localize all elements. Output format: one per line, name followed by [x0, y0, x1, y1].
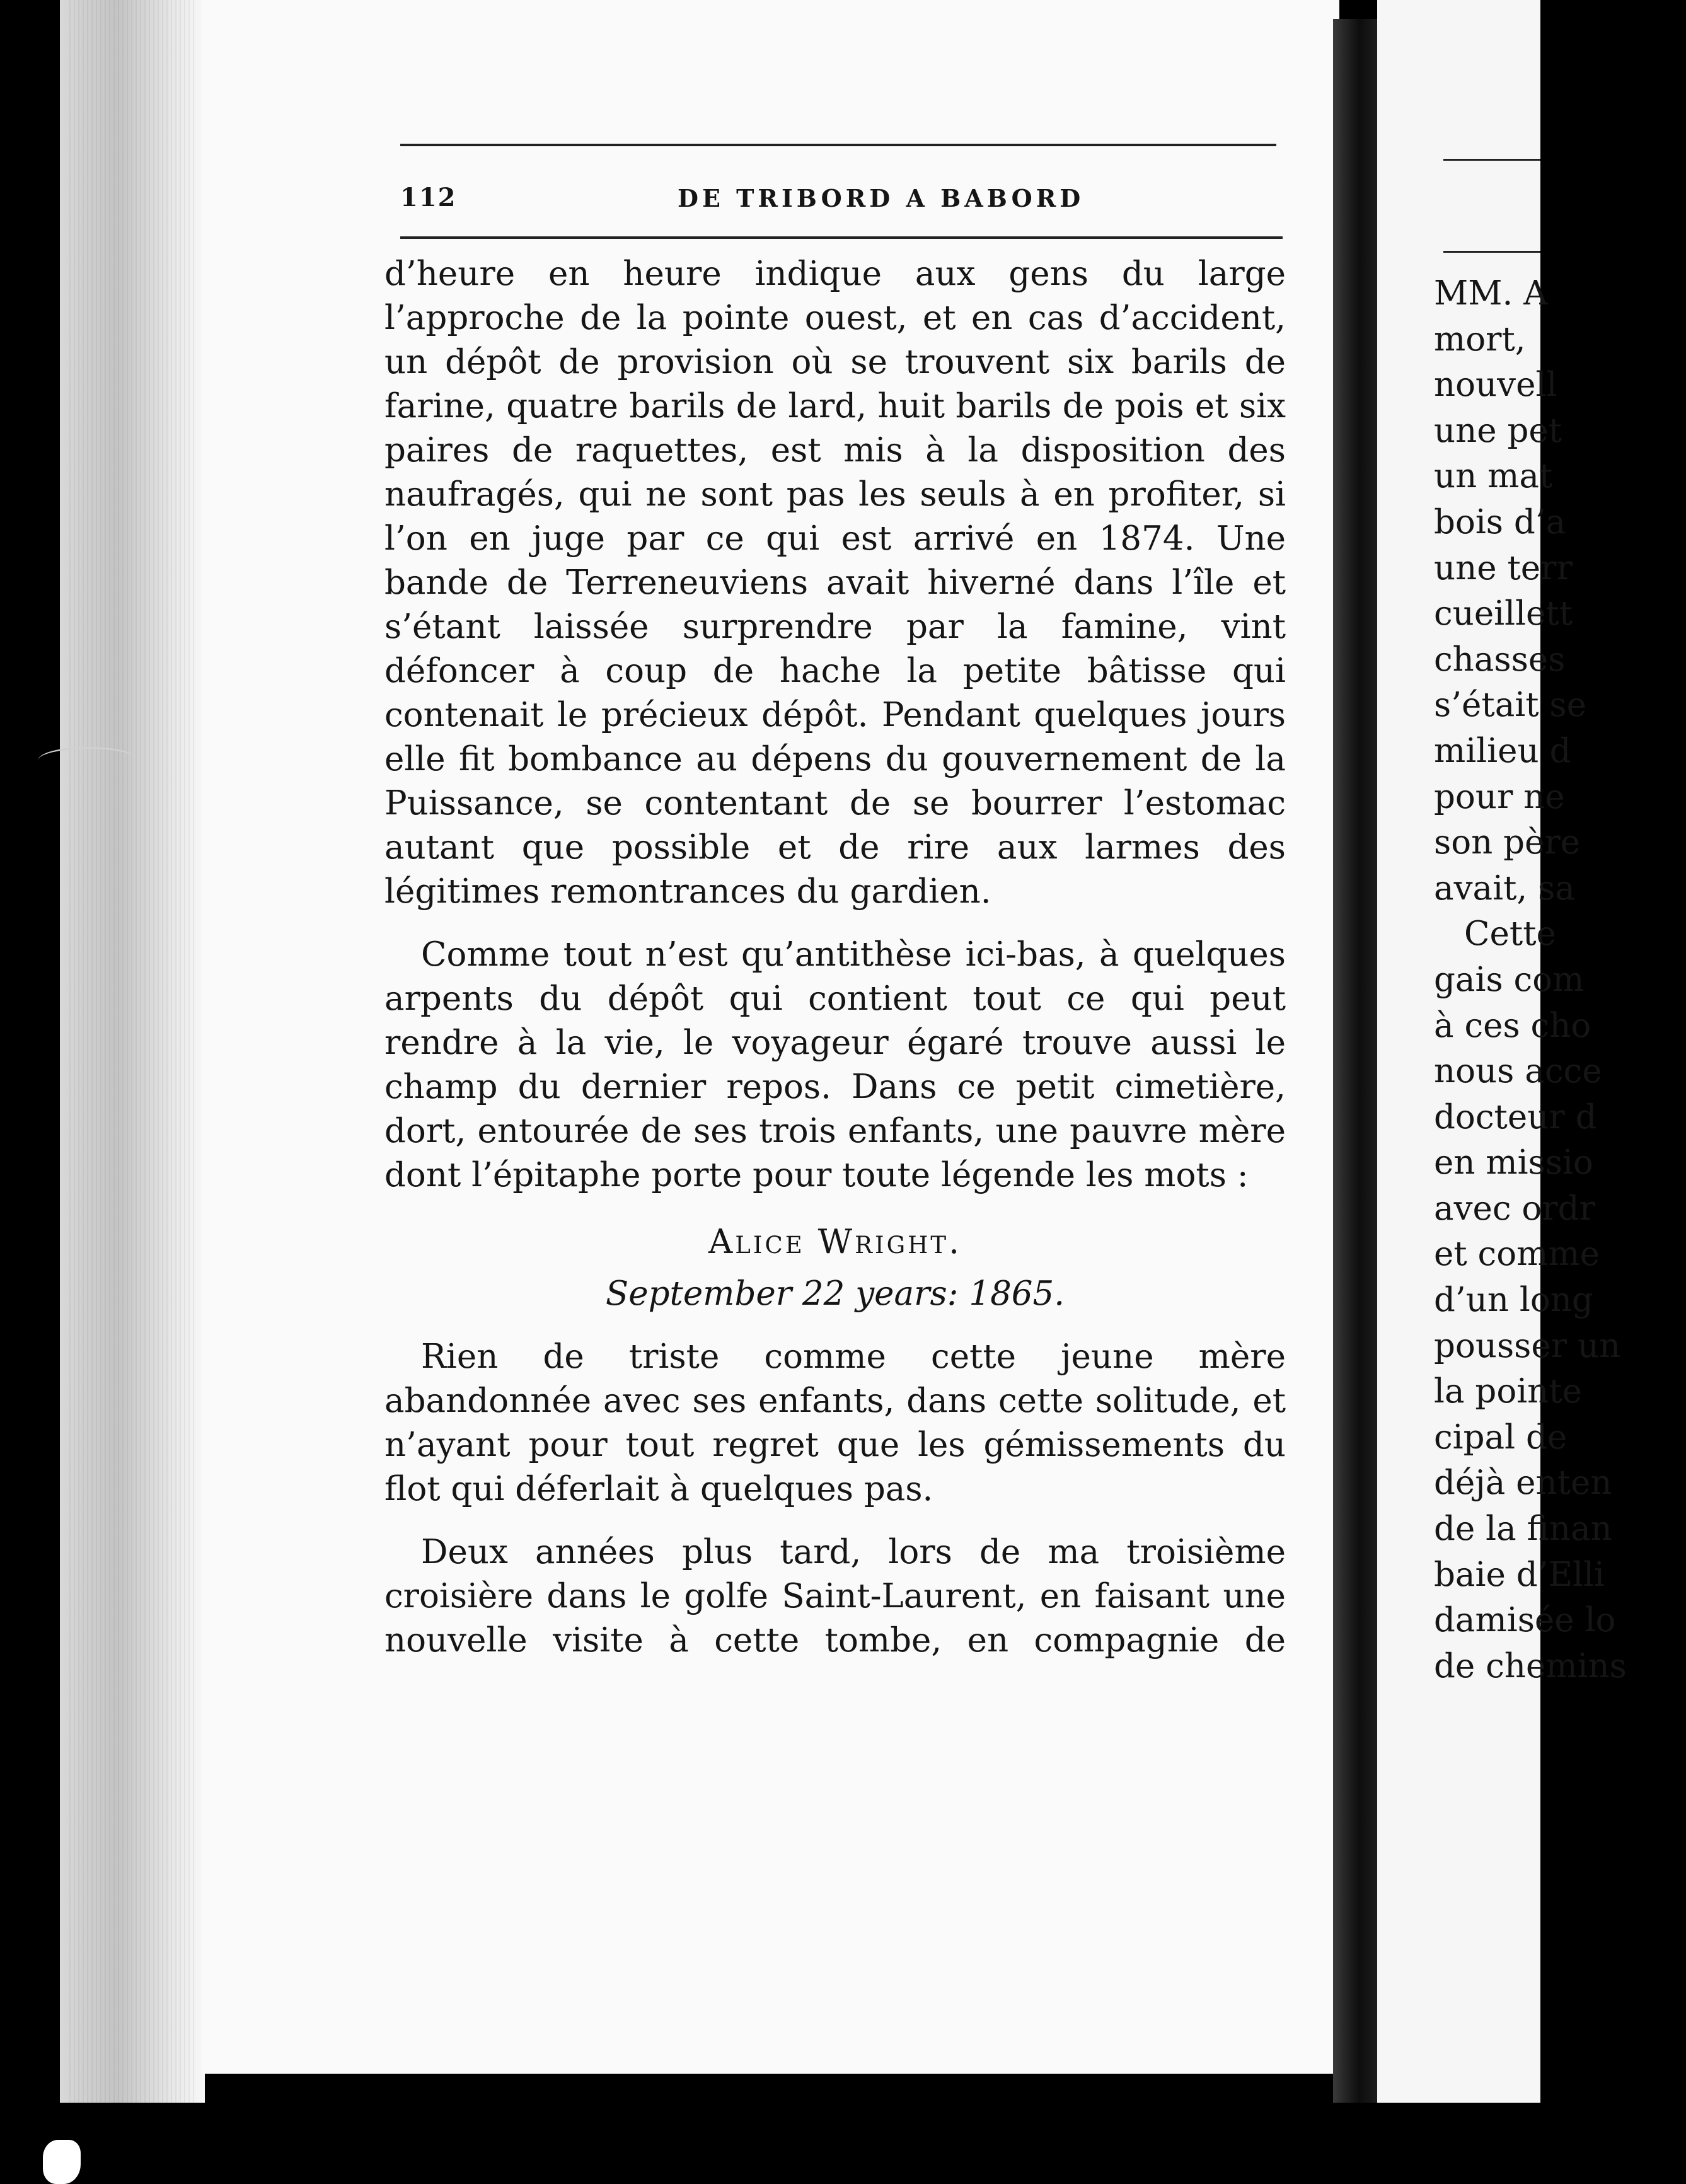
facing-page-line: cipal de — [1434, 1418, 1568, 1457]
facing-page-line: docteur d — [1434, 1097, 1597, 1136]
paragraph: Deux années plus tard, lors de ma troisième croisière dans le golfe Saint-Laurent, en faisant une nouvelle visite à cette tombe, en compagnie de — [384, 1533, 1286, 1660]
book-gutter — [1333, 19, 1377, 2103]
header-bottom-rule — [400, 236, 1283, 239]
paragraph: Rien de triste comme cette jeune mère abandonnée avec ses enfants, dans cette solitude, et n’ayant pour tout regret que les gémissements du flot qui déferlait à quelques pas. — [384, 1338, 1286, 1508]
facing-page-line: et comme — [1434, 1235, 1600, 1274]
facing-page-line: mort, — [1434, 320, 1526, 359]
facing-page-line: à ces cho — [1434, 1006, 1591, 1045]
facing-page-line: s’était se — [1434, 686, 1586, 725]
page-number: 112 — [400, 183, 457, 212]
facing-header-bottom-rule — [1443, 251, 1540, 253]
facing-page-line: cueillett — [1434, 594, 1573, 633]
facing-page-line: nouvell — [1434, 366, 1557, 405]
facing-page-line: pour ne — [1434, 777, 1565, 816]
paragraph: Comme tout n’est qu’antithèse ici-bas, à quelques arpents du dépôt qui contient tout ce qui peut rendre à la vie, le voyageur égaré trouve aussi le champ du dernier repos. Dans ce petit cimetière, dort, entourée de ses trois enfants, une pauvre mère dont l’épitaphe porte pour toute légende les mots : — [384, 935, 1286, 1194]
header-top-rule — [400, 144, 1276, 146]
facing-page-line: déjà enten — [1434, 1464, 1612, 1503]
facing-page-line: damisée lo — [1434, 1601, 1616, 1640]
epitaph-date: September 22 years: 1865. — [605, 1274, 1065, 1313]
facing-page-line: une pet — [1434, 411, 1562, 450]
paper-fragment — [43, 2140, 81, 2184]
facing-page-line: son père — [1434, 823, 1581, 862]
facing-page-line: de la finan — [1434, 1510, 1612, 1549]
facing-page-line: en missio — [1434, 1143, 1593, 1182]
facing-page-line: avait, sa — [1434, 869, 1575, 908]
facing-page-line: milieu d — [1434, 731, 1571, 770]
facing-page-line: MM. A — [1434, 274, 1548, 313]
facing-page-line: pousser un — [1434, 1326, 1621, 1365]
facing-page-line: la pointe — [1434, 1372, 1582, 1411]
facing-page-line: baie d’Elli — [1434, 1555, 1605, 1594]
paper-tear-mark — [38, 747, 139, 774]
facing-page-line: gais com — [1434, 960, 1585, 999]
body-text — [384, 252, 1286, 1663]
facing-page-line: bois d’a — [1434, 502, 1566, 541]
facing-page-line: Cette — [1464, 915, 1556, 954]
facing-page-line: un mat — [1434, 457, 1553, 496]
paragraph: d’heure en heure indique aux gens du large l’approche de la pointe ouest, et en cas d’accident, un dépôt de provision où se trouvent six barils de farine, quatre barils de lard, huit barils de pois et six paires de raquettes, est mis à la disposition des naufragés, qui ne sont pas les seuls à en profiter, si l’on en juge par ce qui est arrivé en 1874. Une bande de Terreneuviens avait hiverné dans l’île et s’étant laissée surprendre par la famine, vint défoncer à coup de hache la petite bâtisse qui contenait le précieux dépôt. Pendant quelques jours elle fit bombance au dépens du gouvernement de la Puissance, se contentant de se bourrer l’estomac autant que possible et de rire aux larmes des légitimes remontrances du gardien. — [384, 255, 1286, 911]
facing-header-top-rule — [1443, 159, 1540, 161]
facing-page-text — [1434, 271, 1686, 1689]
facing-page-line: nous acce — [1434, 1052, 1602, 1091]
facing-page-line: une terr — [1434, 548, 1573, 587]
facing-page-line: chasses — [1434, 640, 1566, 679]
facing-page-line: avec ordr — [1434, 1189, 1595, 1228]
book-page-edge-lines — [69, 0, 195, 2103]
running-head-title: DE TRIBORD A BABORD — [678, 184, 1085, 212]
facing-page-line: de chemins — [1434, 1646, 1627, 1685]
facing-page-line: d’un long — [1434, 1281, 1593, 1320]
epitaph-name: Alice Wright. — [708, 1223, 962, 1261]
